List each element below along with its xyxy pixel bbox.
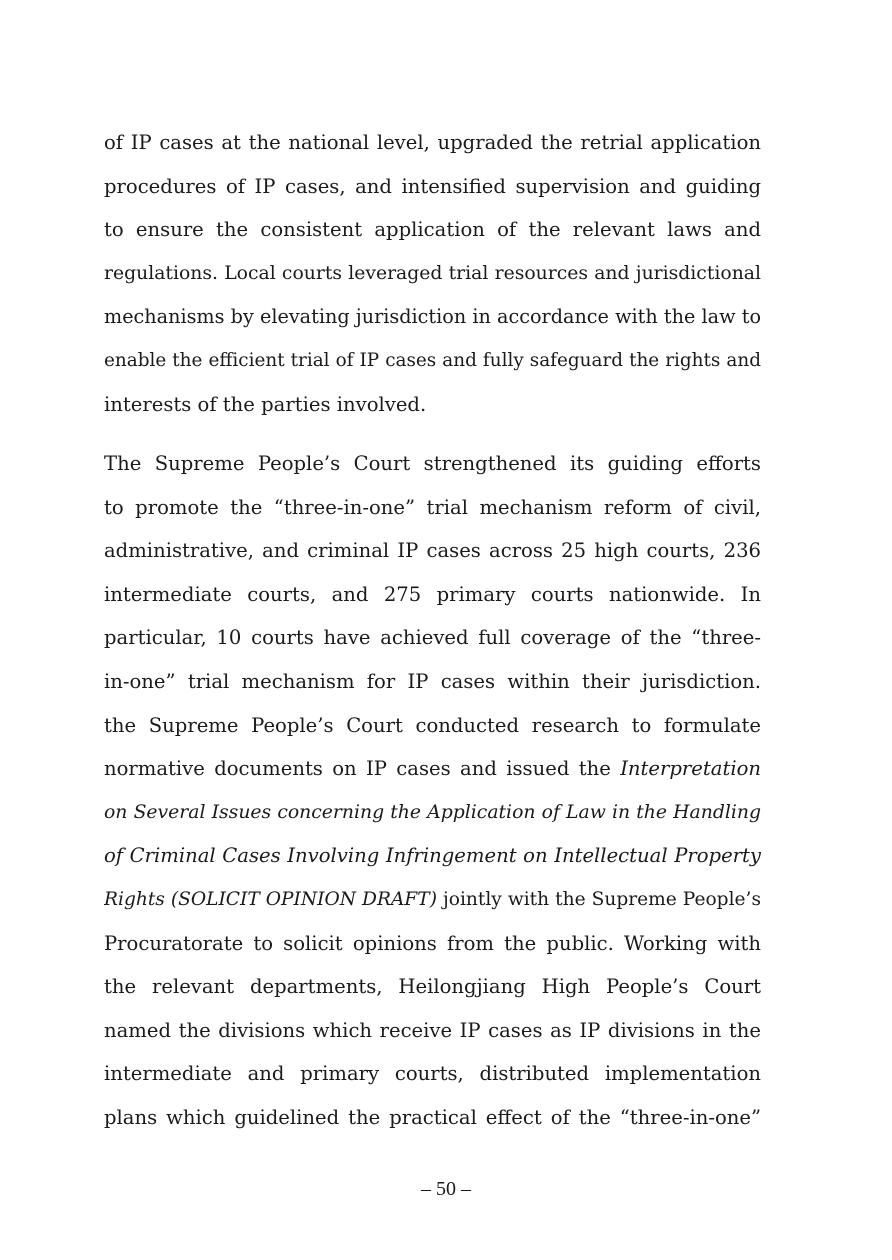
paragraph-2	[104, 442, 761, 1140]
text-line	[104, 747, 761, 791]
text-line: administrative, and criminal IP cases across 25 high courts, 236	[104, 539, 761, 563]
text-line: named the divisions which receive IP cases as IP divisions in the	[104, 1018, 761, 1042]
text-line	[104, 878, 761, 922]
text-fragment: jointly with the Supreme People’s	[436, 888, 761, 910]
text-line: to ensure the consistent application of the relevant laws and	[104, 218, 761, 242]
italic-title-fragment: Rights (SOLICIT OPINION DRAFT)	[104, 888, 437, 910]
text-line: enable the efficient trial of IP cases and fully safeguard the rights and	[104, 349, 761, 371]
text-line: intermediate and primary courts, distributed implementation	[104, 1062, 761, 1086]
text-line: mechanisms by elevating jurisdiction in accordance with the law to	[104, 305, 761, 329]
text-line: in-one” trial mechanism for IP cases within their jurisdiction.	[104, 669, 761, 693]
text-line: intermediate courts, and 275 primary courts nationwide. In	[104, 582, 761, 606]
text-line: to promote the “three-in-one” trial mechanism reform of civil,	[104, 495, 761, 519]
italic-title-line: on Several Issues concerning the Application of Law in the Handling	[104, 801, 761, 823]
italic-title-line: of Criminal Cases Involving Infringement on Intellectual Property	[104, 844, 761, 868]
paragraph-1	[104, 121, 761, 426]
text-line: plans which guidelined the practical effect of the “three-in-one”	[104, 1105, 761, 1129]
text-line: the Supreme People’s Court conducted research to formulate	[104, 713, 761, 737]
text-fragment: normative documents on IP cases and issued the	[104, 757, 621, 781]
text-line: The Supreme People’s Court strengthened its guiding efforts	[104, 452, 761, 475]
text-line: of IP cases at the national level, upgraded the retrial application	[104, 131, 761, 154]
italic-title-fragment: Interpretation	[620, 757, 761, 781]
page-number: – 50 –	[421, 1178, 471, 1200]
text-line: interests of the parties involved.	[104, 392, 427, 416]
text-line: regulations. Local courts leveraged trial resources and jurisdictional	[104, 262, 761, 284]
text-line: Procuratorate to solicit opinions from the public. Working with	[104, 931, 761, 955]
text-line: particular, 10 courts have achieved full coverage of the “three-	[104, 626, 761, 650]
text-line: the relevant departments, Heilongjiang High People’s Court	[104, 975, 761, 999]
text-line: procedures of IP cases, and intensified supervision and guiding	[104, 174, 761, 198]
